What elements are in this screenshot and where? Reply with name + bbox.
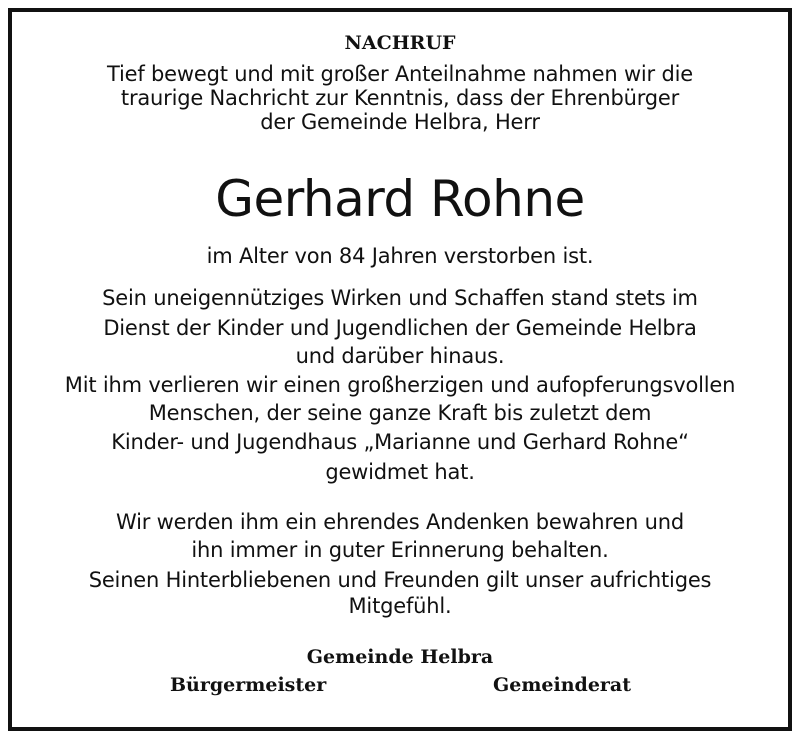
notice-heading: NACHRUF	[344, 32, 456, 54]
intro-line-1: Tief bewegt und mit großer Anteilnahme nahmen wir die	[107, 62, 693, 86]
closing-line-1: Wir werden ihm ein ehrendes Andenken bewahren und	[116, 510, 684, 534]
signature-council: Gemeinderat	[493, 674, 632, 696]
closing-line-3: Seinen Hinterbliebenen und Freunden gilt unser aufrichtiges	[88, 568, 712, 592]
closing-line-4: Mitgefühl.	[348, 594, 452, 618]
intro-line-3: der Gemeinde Helbra, Herr	[260, 110, 540, 134]
signature-organization: Gemeinde Helbra	[306, 646, 494, 668]
deceased-name: Gerhard Rohne	[215, 170, 585, 228]
tribute-line-6: Kinder- und Jugendhaus „Marianne und Gerhard Rohne“	[111, 430, 689, 454]
tribute-line-1: Sein uneigennütziges Wirken und Schaffen stand stets im	[102, 286, 698, 310]
tribute-line-7: gewidmet hat.	[325, 460, 475, 484]
tribute-line-2: Dienst der Kinder und Jugendlichen der Gemeinde Helbra	[103, 316, 697, 340]
signature-mayor: Bürgermeister	[170, 674, 327, 696]
tribute-line-3: und darüber hinaus.	[295, 344, 505, 368]
closing-line-2: ihn immer in guter Erinnerung behalten.	[191, 538, 609, 562]
age-line: im Alter von 84 Jahren verstorben ist.	[206, 244, 594, 268]
tribute-line-5: Menschen, der seine ganze Kraft bis zuletzt dem	[148, 401, 652, 425]
intro-line-2: traurige Nachricht zur Kenntnis, dass der Ehrenbürger	[120, 86, 680, 110]
tribute-line-4: Mit ihm verlieren wir einen großherzigen und aufopferungsvollen	[64, 373, 736, 397]
